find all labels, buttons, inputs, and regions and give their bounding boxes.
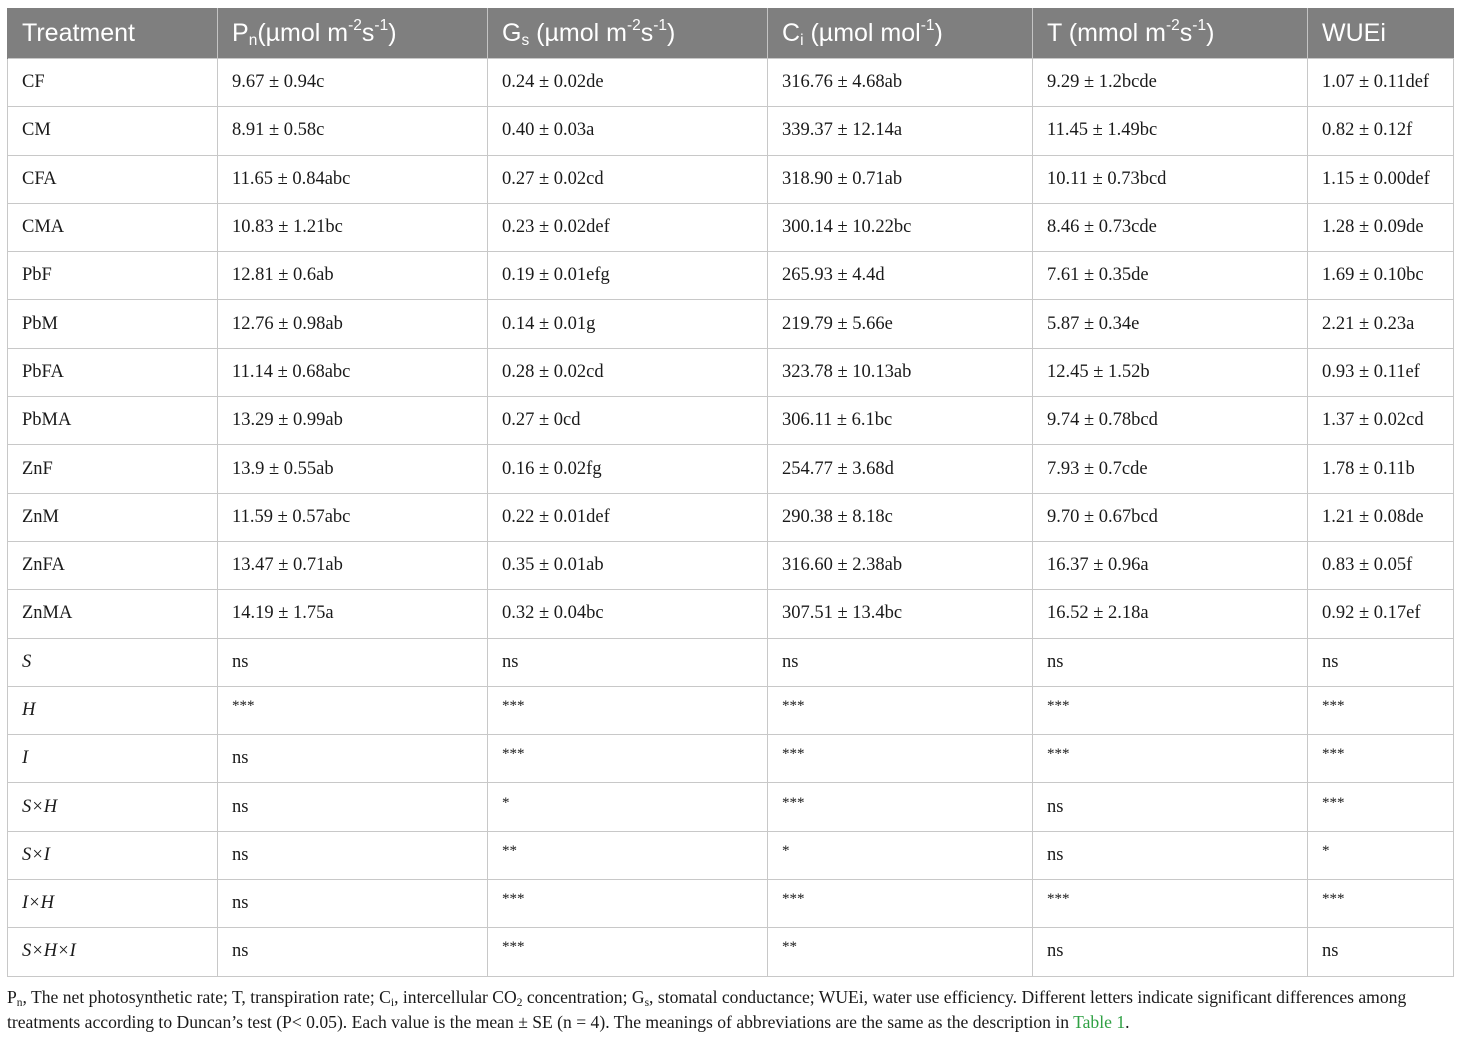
cell-pn: 14.19 ± 1.75a: [218, 590, 488, 638]
cell-wuei: 1.07 ± 0.11def: [1308, 59, 1454, 107]
cell-treatment: S×H×I: [8, 928, 218, 976]
cell-pn: 8.91 ± 0.58c: [218, 107, 488, 155]
table-row: [8, 590, 1454, 638]
table-row: [8, 541, 1454, 589]
cell-ci: **: [768, 928, 1033, 976]
cell-treatment: CF: [8, 59, 218, 107]
cell-ci: 316.76 ± 4.68ab: [768, 59, 1033, 107]
cell-gs: ***: [488, 735, 768, 783]
cell-wuei: ***: [1308, 735, 1454, 783]
cell-gs: ***: [488, 880, 768, 928]
cell-treatment: CM: [8, 107, 218, 155]
cell-ci: 306.11 ± 6.1bc: [768, 397, 1033, 445]
cell-t: 7.61 ± 0.35de: [1033, 252, 1308, 300]
photosynthesis-table: [7, 8, 1454, 977]
cell-ci: 323.78 ± 10.13ab: [768, 348, 1033, 396]
table-footnote: $P_n$, The net photosynthetic rate; T, transpiration rate; $C_i$, intercellular $CO_2$ concentration; $G_s$, stomatal conductance; WUEi, water use efficiency. Different letters indicate significant differences among treatments according to Duncan’s test (P< 0.05). Each value is the mean ± SE (n = 4). The meanings of abbreviations are the same as the description in Table 1.: [7, 987, 1407, 1032]
cell-pn: 13.47 ± 0.71ab: [218, 541, 488, 589]
cell-wuei: 1.15 ± 0.00def: [1308, 155, 1454, 203]
table-row: [8, 445, 1454, 493]
cell-t: 12.45 ± 1.52b: [1033, 348, 1308, 396]
cell-ci: 300.14 ± 10.22bc: [768, 203, 1033, 251]
cell-t: 9.29 ± 1.2bcde: [1033, 59, 1308, 107]
cell-gs: *: [488, 783, 768, 831]
cell-t: ns: [1033, 928, 1308, 976]
cell-treatment: PbM: [8, 300, 218, 348]
cell-wuei: 0.92 ± 0.17ef: [1308, 590, 1454, 638]
cell-treatment: I: [8, 735, 218, 783]
header-treatment: Treatment: [8, 8, 218, 59]
cell-gs: 0.23 ± 0.02def: [488, 203, 768, 251]
header-ci: $C_i$ (µmol mol$^{-1}$): [768, 8, 1033, 59]
cell-treatment: PbMA: [8, 397, 218, 445]
table-row: [8, 783, 1454, 831]
table-row: [8, 348, 1454, 396]
cell-treatment: ZnF: [8, 445, 218, 493]
cell-ci: ***: [768, 783, 1033, 831]
cell-t: ns: [1033, 783, 1308, 831]
cell-treatment: PbF: [8, 252, 218, 300]
cell-ci: 316.60 ± 2.38ab: [768, 541, 1033, 589]
cell-gs: ns: [488, 638, 768, 686]
cell-t: ns: [1033, 638, 1308, 686]
header-row: [8, 8, 1454, 59]
cell-gs: 0.28 ± 0.02cd: [488, 348, 768, 396]
cell-gs: 0.19 ± 0.01efg: [488, 252, 768, 300]
cell-treatment: ZnMA: [8, 590, 218, 638]
cell-pn: ns: [218, 928, 488, 976]
table-row: [8, 686, 1454, 734]
table-row: [8, 638, 1454, 686]
cell-gs: 0.14 ± 0.01g: [488, 300, 768, 348]
header-pn: $P_n(\mu mol$ $m^{-2}s^{-1}$): [218, 8, 488, 59]
cell-t: 11.45 ± 1.49bc: [1033, 107, 1308, 155]
table-row: [8, 203, 1454, 251]
cell-gs: 0.32 ± 0.04bc: [488, 590, 768, 638]
cell-wuei: *: [1308, 831, 1454, 879]
cell-t: 7.93 ± 0.7cde: [1033, 445, 1308, 493]
table-1-link[interactable]: Table 1: [1073, 1012, 1126, 1032]
cell-treatment: S×I: [8, 831, 218, 879]
header-t: T (mmol $m^{-2}s^{-1}$): [1033, 8, 1308, 59]
table-row: [8, 928, 1454, 976]
cell-treatment: I×H: [8, 880, 218, 928]
table-row: [8, 493, 1454, 541]
table-body: [8, 59, 1454, 977]
cell-ci: 219.79 ± 5.66e: [768, 300, 1033, 348]
cell-pn: ns: [218, 735, 488, 783]
cell-pn: ns: [218, 831, 488, 879]
cell-ci: ***: [768, 735, 1033, 783]
cell-pn: 9.67 ± 0.94c: [218, 59, 488, 107]
cell-wuei: ***: [1308, 880, 1454, 928]
cell-t: 9.74 ± 0.78bcd: [1033, 397, 1308, 445]
cell-pn: 13.29 ± 0.99ab: [218, 397, 488, 445]
cell-t: 16.37 ± 0.96a: [1033, 541, 1308, 589]
cell-gs: ***: [488, 686, 768, 734]
cell-ci: ***: [768, 686, 1033, 734]
cell-ci: 265.93 ± 4.4d: [768, 252, 1033, 300]
cell-treatment: CMA: [8, 203, 218, 251]
cell-gs: 0.24 ± 0.02de: [488, 59, 768, 107]
cell-ci: *: [768, 831, 1033, 879]
cell-wuei: ns: [1308, 928, 1454, 976]
table-row: [8, 300, 1454, 348]
cell-ci: 339.37 ± 12.14a: [768, 107, 1033, 155]
cell-treatment: S: [8, 638, 218, 686]
cell-t: 10.11 ± 0.73bcd: [1033, 155, 1308, 203]
cell-pn: 11.65 ± 0.84abc: [218, 155, 488, 203]
table-row: [8, 59, 1454, 107]
cell-wuei: 1.37 ± 0.02cd: [1308, 397, 1454, 445]
cell-wuei: 0.82 ± 0.12f: [1308, 107, 1454, 155]
cell-treatment: PbFA: [8, 348, 218, 396]
cell-pn: 12.81 ± 0.6ab: [218, 252, 488, 300]
cell-gs: ***: [488, 928, 768, 976]
cell-gs: 0.22 ± 0.01def: [488, 493, 768, 541]
cell-t: 9.70 ± 0.67bcd: [1033, 493, 1308, 541]
cell-ci: 290.38 ± 8.18c: [768, 493, 1033, 541]
cell-t: ns: [1033, 831, 1308, 879]
cell-pn: ns: [218, 638, 488, 686]
cell-treatment: H: [8, 686, 218, 734]
cell-wuei: 1.28 ± 0.09de: [1308, 203, 1454, 251]
cell-treatment: S×H: [8, 783, 218, 831]
cell-ci: 254.77 ± 3.68d: [768, 445, 1033, 493]
cell-wuei: 1.78 ± 0.11b: [1308, 445, 1454, 493]
cell-gs: **: [488, 831, 768, 879]
table-row: [8, 735, 1454, 783]
cell-pn: 13.9 ± 0.55ab: [218, 445, 488, 493]
cell-wuei: 2.21 ± 0.23a: [1308, 300, 1454, 348]
cell-pn: 11.59 ± 0.57abc: [218, 493, 488, 541]
cell-pn: ns: [218, 783, 488, 831]
cell-ci: ***: [768, 880, 1033, 928]
table-row: [8, 252, 1454, 300]
cell-pn: 12.76 ± 0.98ab: [218, 300, 488, 348]
table-row: [8, 397, 1454, 445]
table-row: [8, 107, 1454, 155]
table-row: [8, 880, 1454, 928]
cell-gs: 0.27 ± 0cd: [488, 397, 768, 445]
cell-ci: 307.51 ± 13.4bc: [768, 590, 1033, 638]
cell-treatment: ZnFA: [8, 541, 218, 589]
cell-wuei: 0.93 ± 0.11ef: [1308, 348, 1454, 396]
table-row: [8, 155, 1454, 203]
header-gs: $G_s$ (µmol $m^{-2}s^{-1}$): [488, 8, 768, 59]
table-row: [8, 831, 1454, 879]
cell-treatment: CFA: [8, 155, 218, 203]
header-wuei: WUEi: [1308, 8, 1454, 59]
table-container: [7, 8, 1453, 977]
cell-gs: 0.35 ± 0.01ab: [488, 541, 768, 589]
cell-gs: 0.27 ± 0.02cd: [488, 155, 768, 203]
cell-t: 5.87 ± 0.34e: [1033, 300, 1308, 348]
cell-wuei: ***: [1308, 686, 1454, 734]
cell-ci: ns: [768, 638, 1033, 686]
cell-t: ***: [1033, 880, 1308, 928]
cell-ci: 318.90 ± 0.71ab: [768, 155, 1033, 203]
cell-pn: 10.83 ± 1.21bc: [218, 203, 488, 251]
cell-pn: ***: [218, 686, 488, 734]
cell-wuei: ***: [1308, 783, 1454, 831]
cell-treatment: ZnM: [8, 493, 218, 541]
cell-gs: 0.16 ± 0.02fg: [488, 445, 768, 493]
cell-t: ***: [1033, 735, 1308, 783]
cell-wuei: ns: [1308, 638, 1454, 686]
cell-pn: 11.14 ± 0.68abc: [218, 348, 488, 396]
cell-t: 16.52 ± 2.18a: [1033, 590, 1308, 638]
cell-gs: 0.40 ± 0.03a: [488, 107, 768, 155]
cell-wuei: 0.83 ± 0.05f: [1308, 541, 1454, 589]
cell-t: 8.46 ± 0.73cde: [1033, 203, 1308, 251]
cell-t: ***: [1033, 686, 1308, 734]
cell-pn: ns: [218, 880, 488, 928]
cell-wuei: 1.21 ± 0.08de: [1308, 493, 1454, 541]
cell-wuei: 1.69 ± 0.10bc: [1308, 252, 1454, 300]
